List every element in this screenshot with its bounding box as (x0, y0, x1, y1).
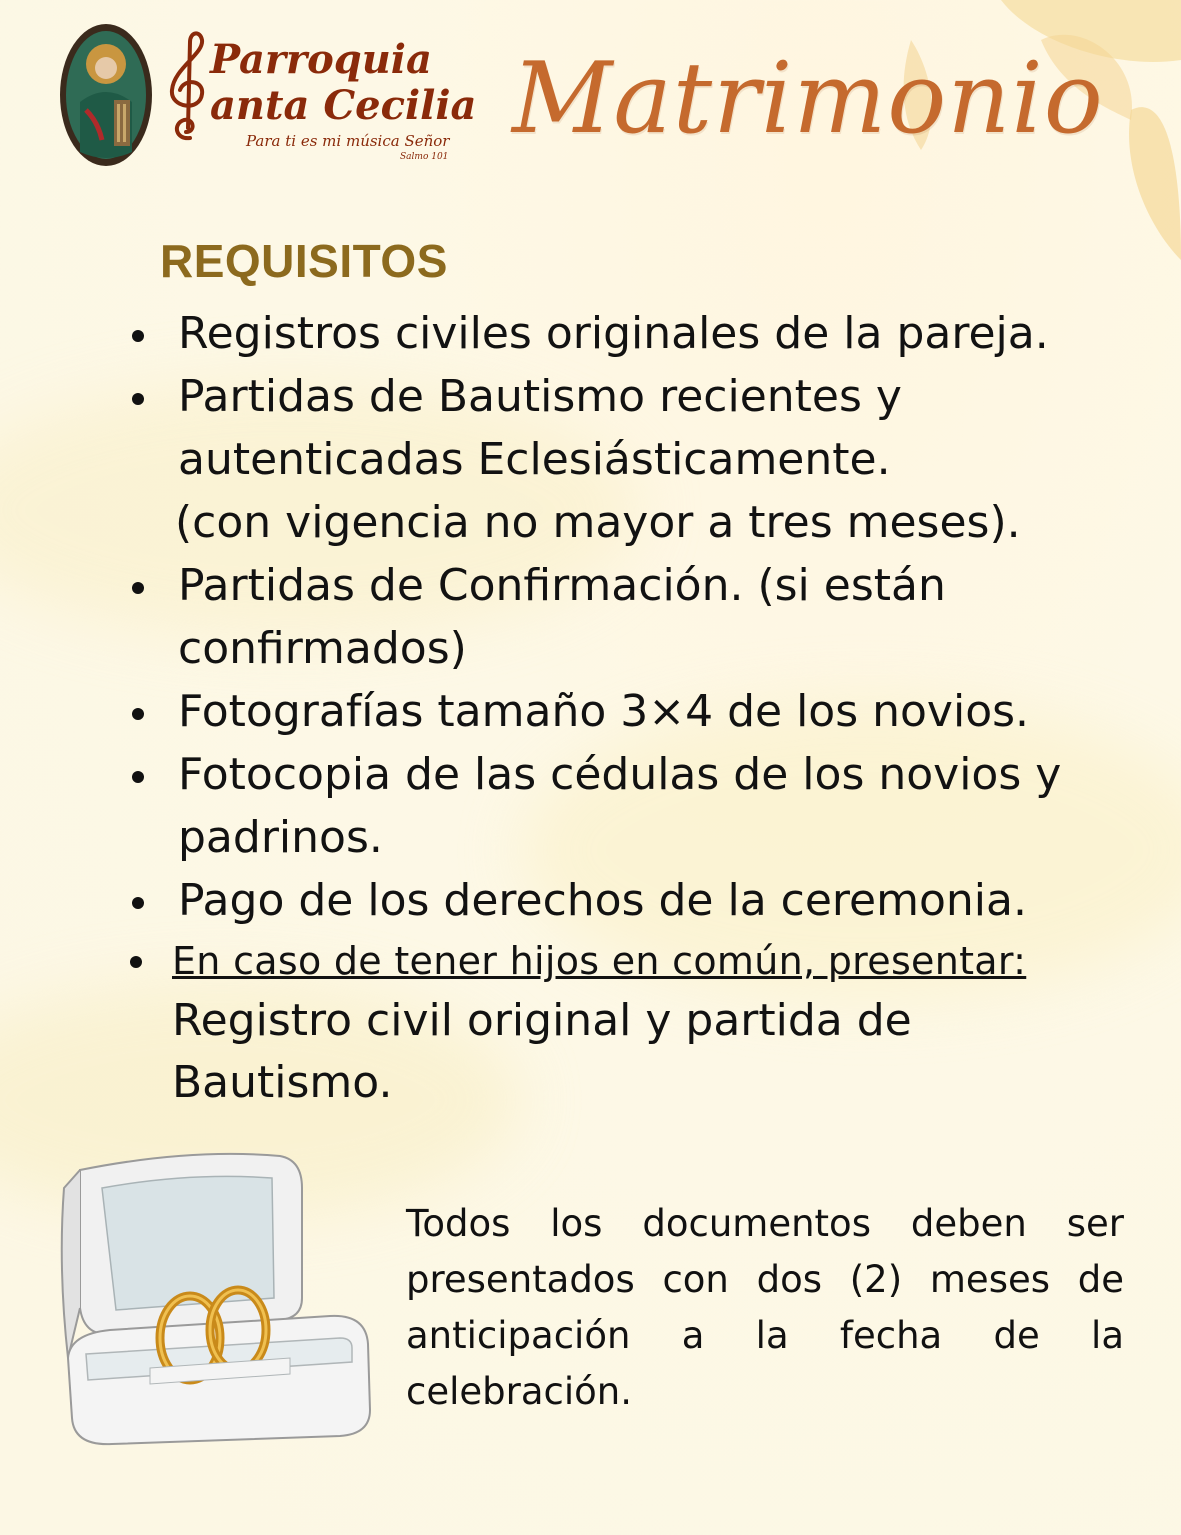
bullet-icon (132, 771, 144, 783)
requirements-list (128, 302, 1138, 1114)
bullet-icon (132, 708, 144, 720)
list-item (128, 302, 1138, 365)
list-item-line: Partidas de Bautismo recientes y (178, 371, 902, 422)
list-item-line: Fotografías tamaño 3×4 de los novios. (178, 686, 1030, 737)
bullet-icon (130, 956, 142, 968)
list-item-line: Bautismo. (172, 1057, 393, 1108)
requirements-heading: REQUISITOS (160, 235, 448, 287)
list-item-line: (con vigencia no mayor a tres meses). (175, 497, 1021, 548)
bullet-icon (132, 582, 144, 594)
list-item-line: confirmados) (178, 623, 467, 674)
list-item (128, 680, 1138, 743)
parish-name-line2: anta Cecilia (210, 82, 477, 129)
list-item-line: padrinos. (178, 812, 383, 863)
bullet-icon (132, 897, 144, 909)
list-item (128, 365, 1138, 554)
submission-note: Todos los documentos deben ser presentados con dos (2) meses de anticipación a la fecha de la celebración. (406, 1202, 1124, 1413)
page-title: Matrimonio (512, 42, 1104, 156)
parish-name-line1: Parroquia (210, 36, 432, 83)
list-item-line: Registro civil original y partida de (172, 995, 912, 1046)
bullet-icon (132, 393, 144, 405)
bullet-icon (132, 330, 144, 342)
list-item-line: Pago de los derechos de la ceremonia. (178, 875, 1027, 926)
parish-motto: Para ti es mi música Señor (246, 132, 450, 150)
list-item (128, 554, 1138, 680)
parish-logo (160, 24, 480, 174)
list-item-line: Fotocopia de las cédulas de los novios y (178, 749, 1062, 800)
motto-reference: Salmo 101 (400, 152, 449, 162)
list-item (128, 869, 1138, 932)
list-item-line: autenticadas Eclesiásticamente. (178, 434, 891, 485)
treble-clef-icon (160, 28, 212, 148)
saint-cecilia-medallion (58, 22, 154, 168)
list-item (128, 743, 1138, 869)
list-item-line: Registros civiles originales de la pareja. (178, 308, 1049, 359)
children-condition: En caso de tener hijos en común, presentar: (172, 939, 1027, 983)
wedding-rings-box-illustration (40, 1148, 380, 1448)
list-item (128, 932, 1138, 1114)
list-item-line: Partidas de Confirmación. (si están (178, 560, 946, 611)
